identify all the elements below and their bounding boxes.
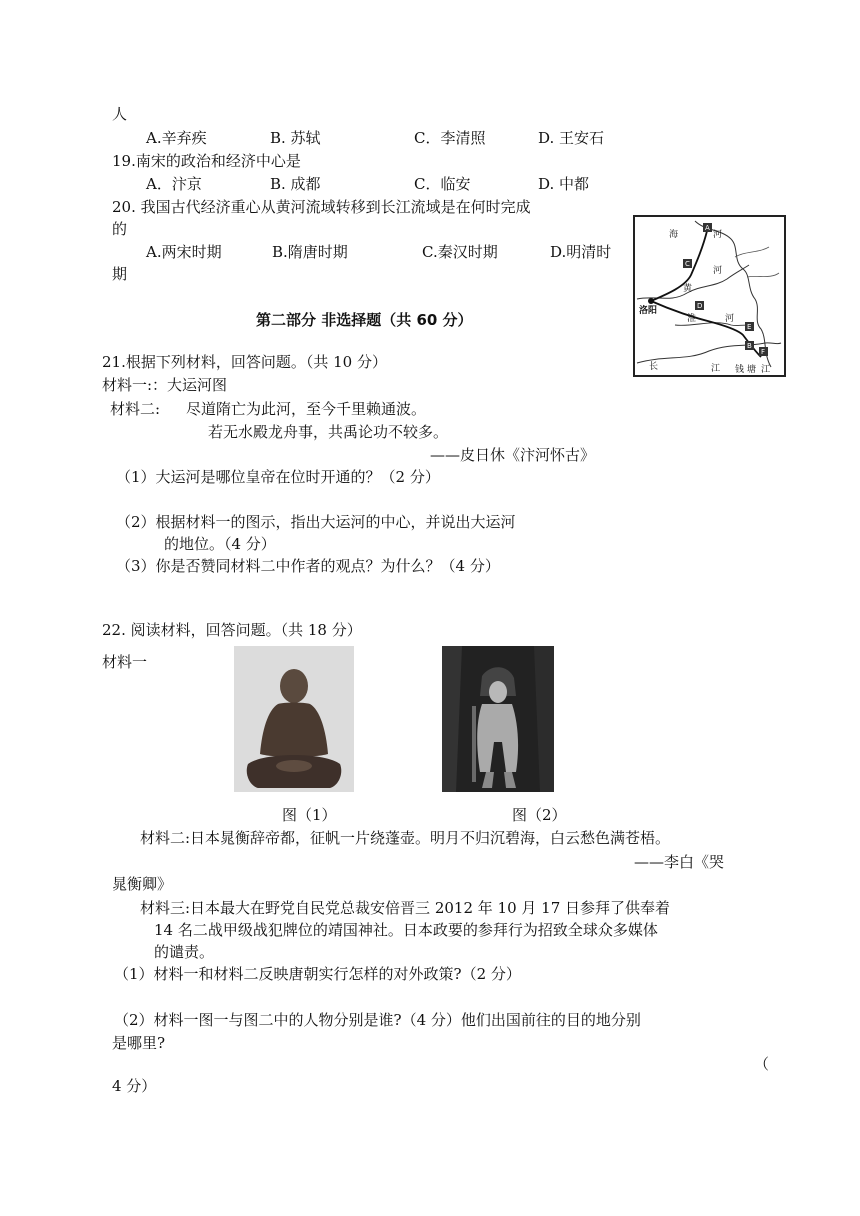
figure2-traveling-monk-painting [442,646,554,792]
q22-material3-line1: 材料三:日本最大在野党自民党总裁安倍晋三 2012 年 10 月 17 日参拜了供奉着 [140,899,671,917]
q20-option-c: C.秦汉时期 [422,243,498,261]
label-huang: 黄 [683,284,693,294]
marker-e [745,322,754,331]
q22-sub1: （1）材料一和材料二反映唐朝实行怎样的对外政策?（2 分） [114,965,521,983]
coastline-line [695,221,771,367]
label-hai: 海 [669,230,679,240]
q20-stem-line1: 20. 我国古代经济重心从黄河流域转移到长江流域是在何时完成 [112,198,531,216]
svg-text:E: E [747,323,752,331]
q22-paren: （ [754,1055,770,1073]
q22-material2-line2: 晁衡卿》 [112,875,173,893]
label-he-1: 河 [713,230,723,240]
q22-material2-line1: 材料二:日本晁衡辞帝都，征帆一片绕蓬壶。明月不归沉碧海，白云愁色满苍梧。 [140,829,671,847]
q22-sub2-line1: （2）材料一图一与图二中的人物分别是谁?（4 分）他们出国前往的目的地分别 [114,1011,641,1029]
label-huai: 淮 [687,314,697,324]
grand-canal-map-drawing [635,217,784,375]
figure1-caption: 图（1） [282,806,337,824]
q21-sub2-line1: （2）根据材料一的图示，指出大运河的中心，并说出大运河 [116,513,516,531]
label-jiang-1: 江 [711,364,721,374]
marker-c [683,259,692,268]
q21-poem-source: ——皮日休《汴河怀古》 [430,446,596,464]
q21-sub3: （3）你是否赞同材料二中作者的观点？为什么？（4 分） [116,557,500,575]
svg-text:F: F [761,348,766,356]
marker-f [759,347,768,356]
q21-poem-line1: 尽道隋亡为此河，至今千里赖通波。 [186,400,427,418]
marker-a [703,223,712,232]
svg-text:A: A [705,224,710,232]
q21-material1: 材料一:：大运河图 [102,376,228,394]
q19-option-d: D. 中都 [538,175,590,193]
svg-text:D: D [697,302,703,310]
q21-stem: 21.根据下列材料，回答问题。（共 10 分） [102,353,387,371]
q22-score: 4 分） [112,1077,157,1095]
q18-tail: 人 [112,105,128,123]
q19-option-c: C．临安 [414,175,471,193]
q19-option-a: A．汴京 [146,175,202,193]
q18-option-c: C．李清照 [414,129,486,147]
q22-stem: 22. 阅读材料，回答问题。（共 18 分） [102,621,362,639]
figure1-drawing [234,646,354,792]
label-tang: 塘 [747,365,757,375]
q22-material3-line3: 的谴责。 [154,943,215,961]
marker-b [745,341,754,350]
q20-option-a: A.两宋时期 [146,243,222,261]
q20-option-d: D.明清时 [550,243,612,261]
q20-stem-line2: 的 [112,220,128,238]
q22-material3-line2: 14 名二战甲级战犯牌位的靖国神社。日本政要的参拜行为招致全球众多媒体 [154,921,658,939]
q21-sub2-line2: 的地位。（4 分） [164,535,276,553]
grand-canal-map [633,215,786,377]
figure2-drawing [442,646,554,792]
figure1-monk-statue [234,646,354,792]
q18-option-a: A.辛弃疾 [146,129,207,147]
q22-material2-source: ——李白《哭 [634,853,725,871]
label-qian: 钱 [735,365,745,375]
q21-poem-line2: 若无水殿龙舟事，共禹论功不较多。 [208,423,449,441]
q21-material2-label: 材料二: [110,400,161,418]
q22-sub2-line2: 是哪里? [112,1034,166,1052]
label-he-2: 河 [713,266,723,276]
q21-sub1: （1）大运河是哪位皇帝在位时开通的？（2 分） [116,468,440,486]
label-luoyang: 洛阳 [639,306,658,316]
svg-text:C: C [685,260,690,268]
grand-canal-line [651,231,761,357]
q20-option-b: B.隋唐时期 [272,243,348,261]
svg-text:B: B [747,342,752,350]
q19-stem: 19.南宋的政治和经济中心是 [112,152,301,170]
q22-material1: 材料一 [102,653,148,671]
q18-option-b: B. 苏轼 [270,129,321,147]
q19-option-b: B. 成都 [270,175,321,193]
label-chang: 长 [649,362,659,372]
luoyang-dot [648,298,654,304]
marker-d [695,301,704,310]
label-jiang-2: 江 [761,365,771,375]
q20-tail: 期 [112,265,128,283]
q18-option-d: D. 王安石 [538,129,605,147]
peninsula-line [735,247,779,277]
label-he-3: 河 [725,314,735,324]
part2-heading: 第二部分 非选择题（共 60 分） [256,311,473,329]
figure2-caption: 图（2） [512,806,567,824]
